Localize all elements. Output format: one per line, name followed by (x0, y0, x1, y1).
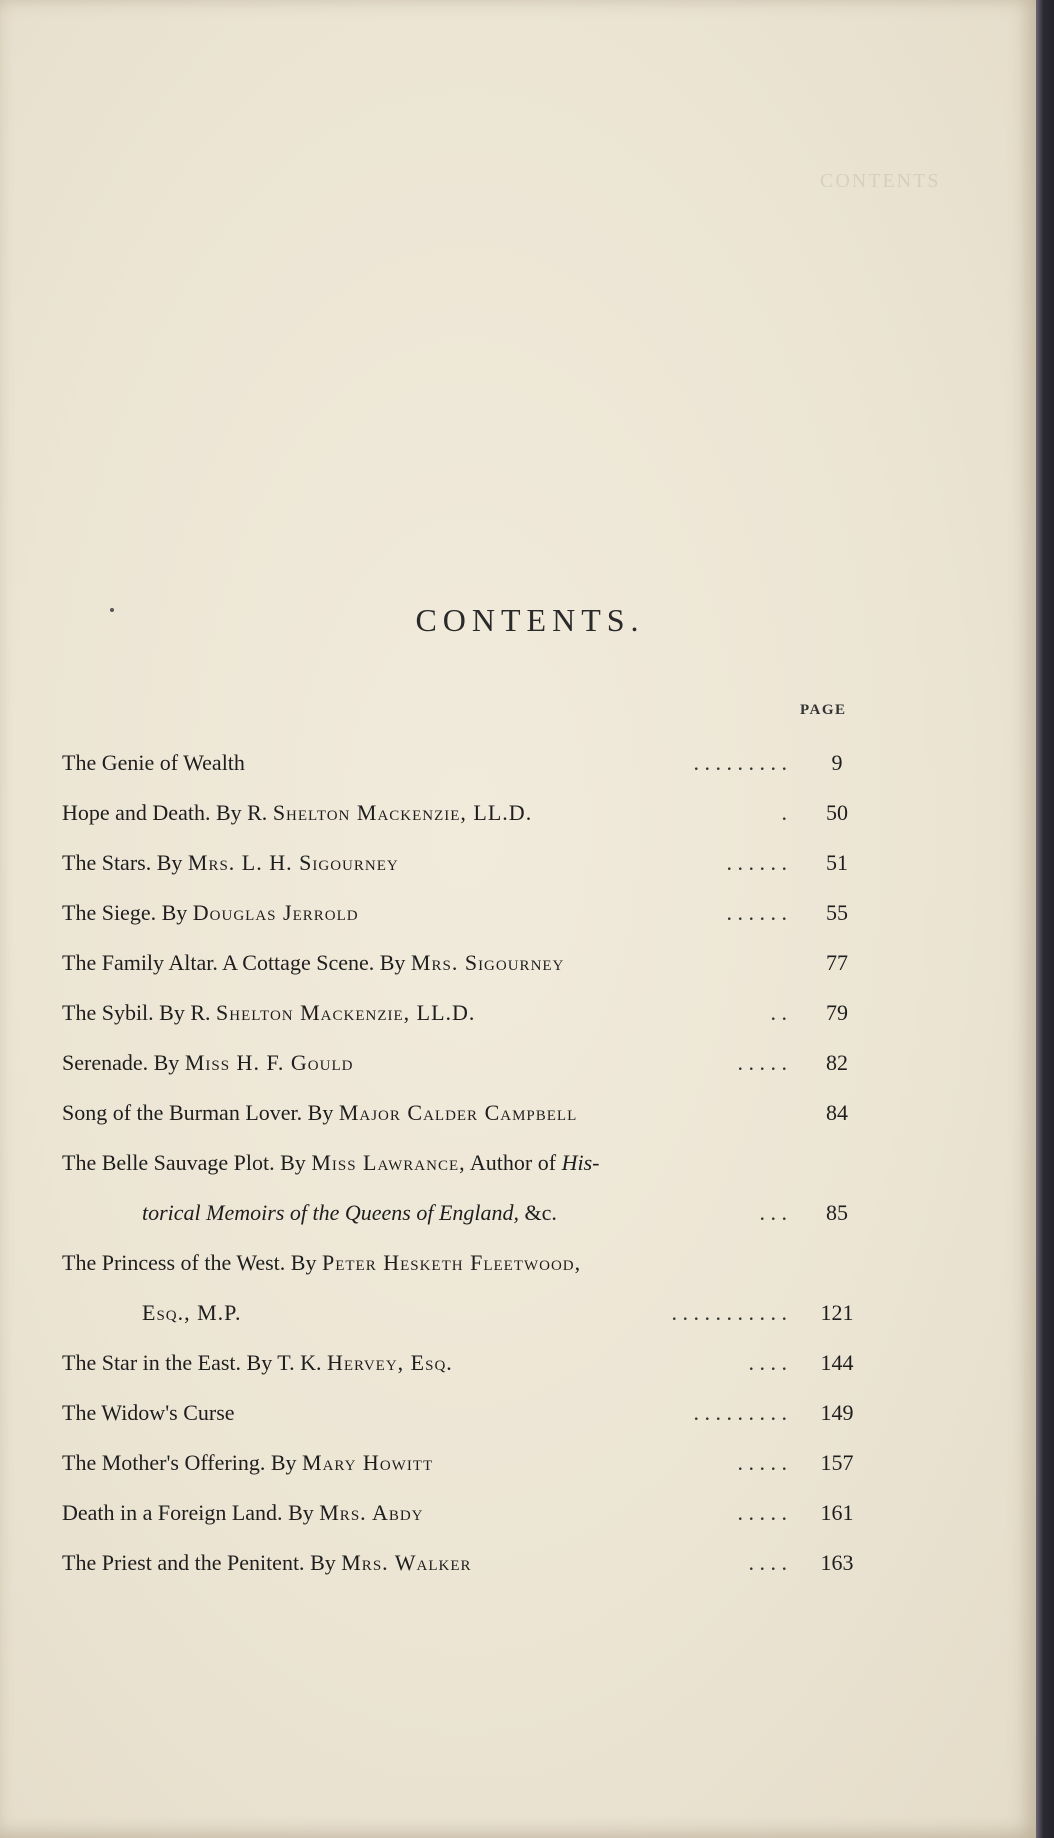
author-intro: By (304, 1550, 342, 1575)
entry-author: Mrs. Walker (341, 1550, 472, 1575)
entry-author: Douglas Jerrold (192, 900, 359, 925)
dot-leaders: . . . . . . . . . . . (671, 1300, 787, 1325)
entry-title: The Family Altar. A Cottage Scene. (62, 950, 375, 975)
page-number: 163 (820, 1550, 854, 1575)
page-number: 149 (820, 1400, 854, 1425)
entry-author: Mrs. Sigourney (410, 950, 565, 975)
page-number: 157 (820, 1450, 854, 1475)
page-number: 144 (820, 1350, 854, 1375)
toc-entry (62, 1088, 877, 1138)
author-intro: By (265, 1450, 303, 1475)
author-intro: By (285, 1250, 322, 1275)
dot-leaders: . . . . . (737, 1500, 787, 1525)
dot-leaders: . . . (759, 1200, 787, 1225)
author-intro: By (282, 1500, 320, 1525)
dot-leaders: . (781, 800, 787, 825)
author-intro: By (302, 1100, 339, 1125)
entry-title: The Siege. (62, 900, 157, 925)
page-number: 85 (826, 1200, 848, 1225)
entry-author: Miss H. F. Gould (184, 1050, 354, 1075)
entry-title: The Genie of Wealth (62, 750, 245, 775)
toc-entry (62, 988, 877, 1038)
toc-entry (62, 738, 877, 788)
author-intro: By (156, 900, 193, 925)
author-intro: By (148, 1050, 185, 1075)
author-suffix: Author of (465, 1150, 562, 1175)
toc-entry (62, 1038, 877, 1088)
entry-title: Serenade. (62, 1050, 149, 1075)
page-number: 51 (826, 850, 848, 875)
page-number: 9 (831, 750, 843, 775)
author-intro: By R. (153, 1000, 217, 1025)
dot-leaders: . . . . . . (726, 900, 787, 925)
entry-author: Mary Howitt (302, 1450, 434, 1475)
author-intro: By (274, 1150, 312, 1175)
toc-entry (62, 788, 877, 838)
entry-title: The Stars. (62, 850, 152, 875)
italic-title-end: torical Memoirs of the Queens of England, (142, 1200, 520, 1225)
entry-author: Mrs. L. H. Sigourney (187, 850, 399, 875)
entry-title: Song of the Burman Lover. (62, 1100, 303, 1125)
entry-title: The Star in the East. (62, 1350, 242, 1375)
page-number: 77 (826, 950, 848, 975)
page-number: 82 (826, 1050, 848, 1075)
toc-entry-continuation (62, 1288, 877, 1338)
toc-entry (62, 938, 877, 988)
entry-title: The Princess of the West. (62, 1250, 286, 1275)
dot-leaders: . . . . . (737, 1050, 787, 1075)
toc-entry (62, 1338, 877, 1388)
entry-title: Hope and Death. (62, 800, 211, 825)
page-number: 50 (826, 800, 848, 825)
dot-leaders: . . . . (748, 1550, 787, 1575)
entry-author: Major Calder Campbell (338, 1100, 578, 1125)
bleed-through-text: CONTENTS (820, 170, 941, 192)
page-number: 161 (820, 1500, 854, 1525)
toc-entry (62, 1538, 877, 1588)
page-number: 84 (826, 1100, 848, 1125)
entry-author: Miss Lawrance, (311, 1150, 466, 1175)
page-column-heading: PAGE (800, 702, 847, 718)
toc-entry (62, 888, 877, 938)
page-number: 79 (826, 1000, 848, 1025)
dot-leaders: . . . . (748, 1350, 787, 1375)
page-number: 121 (820, 1300, 854, 1325)
author-intro: By (151, 850, 188, 875)
italic-title-start: His- (561, 1150, 600, 1175)
entry-author: Shelton Mackenzie, LL.D. (272, 800, 533, 825)
dot-leaders: . . . . . . . . . (693, 750, 787, 775)
book-cover-edge (1036, 0, 1054, 1838)
entry-suffix: &c. (519, 1200, 557, 1225)
dot-leaders: . . . . . (737, 1450, 787, 1475)
toc-entry (62, 1488, 877, 1538)
entry-title: Death in a Foreign Land. (62, 1500, 283, 1525)
toc-entry (62, 838, 877, 888)
toc-entry-continuation (62, 1188, 877, 1238)
author-intro: By T. K. (241, 1350, 327, 1375)
author-intro: By R. (210, 800, 273, 825)
dot-leaders: . . . . . . (726, 850, 787, 875)
entry-title: The Mother's Offering. (62, 1450, 266, 1475)
dot-leaders: . . (770, 1000, 787, 1025)
entry-author: Esq., M.P. (142, 1300, 242, 1325)
author-intro: By (374, 950, 411, 975)
entry-title: The Belle Sauvage Plot. (62, 1150, 275, 1175)
entry-author: Shelton Mackenzie, LL.D. (216, 1000, 476, 1025)
dot-leaders: . . . . . . . . . (693, 1400, 787, 1425)
entry-author: Mrs. Abdy (319, 1500, 424, 1525)
toc-entry (62, 1238, 877, 1288)
toc-entry (62, 1388, 877, 1438)
entry-author: Hervey, Esq. (327, 1350, 453, 1375)
entry-title: The Sybil. (62, 1000, 154, 1025)
entry-title: The Widow's Curse (62, 1400, 235, 1425)
contents-title: CONTENTS. (415, 602, 645, 638)
contents-list (62, 738, 877, 1588)
entry-title: The Priest and the Penitent. (62, 1550, 305, 1575)
toc-entry (62, 1438, 877, 1488)
entry-author: Peter Hesketh Fleetwood, (321, 1250, 582, 1275)
toc-entry (62, 1138, 877, 1188)
page-number: 55 (826, 900, 848, 925)
